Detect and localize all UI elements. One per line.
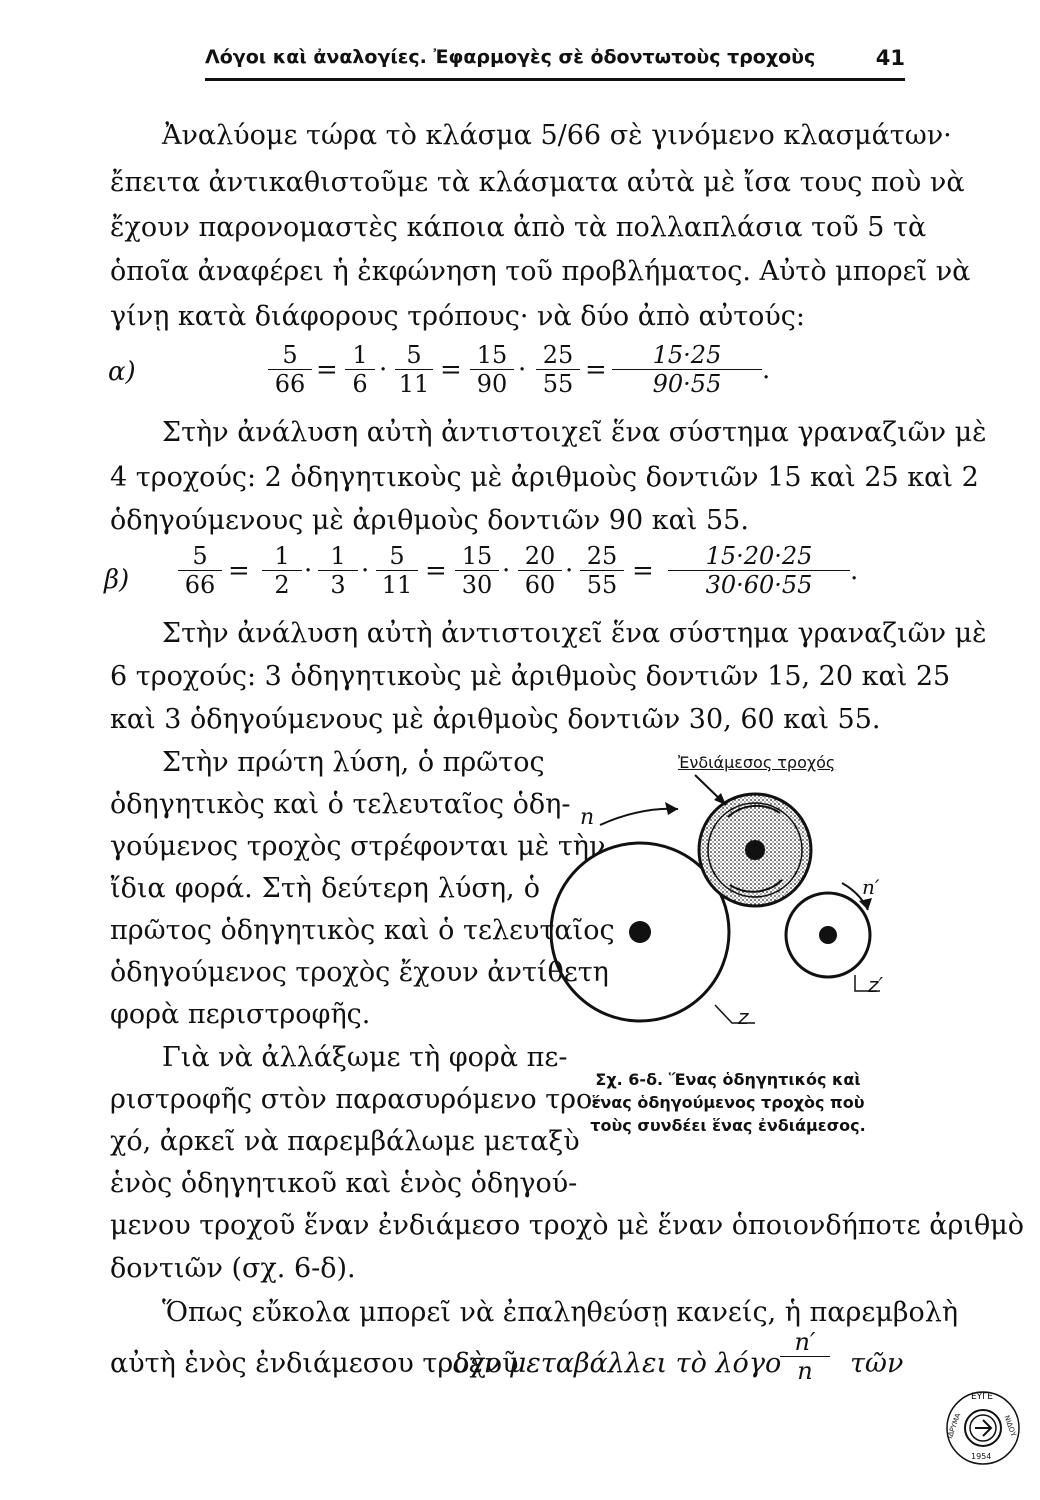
label-z-prime: z′ <box>868 973 884 997</box>
para1-line: ἔχουν παρονομαστὲς κάποια ἀπὸ τὰ πολλαπλάσια τοῦ 5 τὰ <box>110 212 927 243</box>
para4-line: πρῶτος ὁδηγητικὸς καὶ ὁ τελευταῖος <box>110 915 615 946</box>
para1-line: ὁποῖα ἀναφέρει ἡ ἐκφώνηση τοῦ προβλήματος. Αὐτὸ μπορεῖ νὰ <box>110 256 971 287</box>
intermediate-gear-hub <box>745 840 765 860</box>
fraction: $\frac{1}{2}$ <box>262 542 302 599</box>
library-stamp: ΕΥΓΕ ΙΔΡΥΜΑ ΝΙΔΟΥ 1954 <box>945 1390 1021 1466</box>
para4-line: γούμενος τροχὸς στρέφονται μὲ τὴν <box>110 831 606 862</box>
para1-line: γίνῃ κατὰ διάφορους τρόπους· νὰ δύο ἀπὸ αὐτούς: <box>110 301 806 332</box>
fraction: $\frac{15\cdot 20\cdot 25}{30\cdot 60\cdot 55}$ <box>668 542 850 599</box>
para1-line: Ἀναλύομε τώρα τὸ κλάσμα 5/66 σὲ γινόμενο κλασμάτων· <box>162 120 952 151</box>
driven-gear-hub <box>819 926 837 944</box>
fraction: $\frac{5}{11}$ <box>395 341 433 398</box>
para3-line: καὶ 3 ὁδηγούμενους μὲ ἀριθμοὺς δοντιῶν 30, 60 καὶ 55. <box>110 704 881 735</box>
label-intermediate: Ἐνδιάμεσος τροχός <box>678 753 836 772</box>
para2-line: 4 τροχούς: 2 ὁδηγητικοὺς μὲ ἀριθμοὺς δοντιῶν 15 καὶ 25 καὶ 2 <box>110 462 979 493</box>
page-number: 41 <box>875 46 905 70</box>
para4-line: ὁδηγούμενος τροχὸς ἔχουν ἀντίθετη <box>110 957 609 988</box>
fraction: $\frac{5}{11}$ <box>376 542 418 599</box>
page-header <box>205 42 905 81</box>
eq-b-label: β) <box>104 565 130 595</box>
para5-line: μενου τροχοῦ ἕναν ἐνδιάμεσο τροχὸ μὲ ἕναν ὁποιονδήποτε ἀριθμὸ <box>110 1210 1025 1241</box>
driving-gear-hub <box>629 921 651 943</box>
para7-after: τῶν <box>850 1348 904 1379</box>
para7-italic: δὲν μεταβάλλει τὸ λόγο <box>453 1348 782 1379</box>
fraction: $\frac{25}{55}$ <box>580 542 624 599</box>
label-n-prime: n′ <box>862 875 880 899</box>
para4-line: φορὰ περιστροφῆς. <box>110 999 371 1030</box>
fraction: $\frac{1}{3}$ <box>318 542 358 599</box>
fraction: $\frac{15}{30}$ <box>455 542 499 599</box>
para1-line: ἔπειτα ἀντικαθιστοῦμε τὰ κλάσματα αὐτὰ μὲ ἴσα τους ποὺ νὰ <box>110 167 965 198</box>
fraction-n-ratio: $\frac{n'}{n}$ <box>780 1328 830 1385</box>
para2-line: ὁδηγούμενους μὲ ἀριθμοὺς δοντιῶν 90 καὶ 55. <box>110 505 749 536</box>
para4-line: ἴδια φορά. Στὴ δεύτερη λύση, ὁ <box>110 873 540 904</box>
para3-line: Στὴν ἀνάλυση αὐτὴ ἀντιστοιχεῖ ἕνα σύστημα γραναζιῶν μὲ <box>162 618 987 649</box>
label-z: z <box>738 1005 749 1029</box>
fraction: $\frac{15}{90}$ <box>470 341 514 398</box>
para5-line: δοντιῶν (σχ. 6-δ). <box>110 1253 356 1284</box>
para5-line: Γιὰ νὰ ἀλλάξωμε τὴ φορὰ πε- <box>162 1042 568 1073</box>
label-n: n <box>580 805 595 830</box>
caption-line: ἕνας ὁδηγούμενος τροχὸς ποὺ <box>591 1093 865 1112</box>
fraction: $\frac{5}{66}$ <box>178 542 222 599</box>
gear-figure <box>550 755 910 1055</box>
caption-line: Σχ. 6-δ. Ἕνας ὁδηγητικός καὶ <box>595 1070 861 1089</box>
para5-line: ἑνὸς ὁδηγητικοῦ καὶ ἑνὸς ὁδηγού- <box>110 1168 578 1199</box>
para4-line: ὁδηγητικὸς καὶ ὁ τελευταῖος ὁδη- <box>110 789 571 820</box>
para7-before: αὐτὴ ἑνὸς ἐνδιάμεσου τροχοῦ <box>110 1348 519 1379</box>
para5-line: χό, ἀρκεῖ νὰ παρεμβάλωμε μεταξὺ <box>110 1126 580 1157</box>
header-title: Λόγοι καὶ ἀναλογίες. Ἐφαρμογὲς σὲ ὀδοντωτοὺς τροχοὺς <box>205 46 816 68</box>
fraction: $\frac{20}{60}$ <box>518 542 562 599</box>
fraction: $\frac{25}{55}$ <box>536 341 580 398</box>
fraction: $\frac{1}{6}$ <box>345 341 375 398</box>
figure-caption <box>552 1068 904 1137</box>
fraction: $\frac{15\cdot 25}{90\cdot 55}$ <box>612 341 762 398</box>
para5-line: ριστροφῆς στὸν παρασυρόμενο τρο- <box>110 1084 602 1115</box>
gear-diagram <box>550 755 910 1055</box>
caption-line: τοὺς συνδέει ἕνας ἐνδιάμεσος. <box>590 1116 866 1135</box>
para4-line: Στὴν πρώτη λύση, ὁ πρῶτος <box>162 747 545 778</box>
eq-a-label: α) <box>108 357 136 387</box>
para6-line: Ὅπως εὔκολα μπορεῖ νὰ ἐπαληθεύσῃ κανείς, ἡ παρεμβολὴ <box>162 1297 959 1328</box>
para3-line: 6 τροχούς: 3 ὁδηγητικοὺς μὲ ἀριθμοὺς δοντιῶν 15, 20 καὶ 25 <box>110 661 951 692</box>
fraction: $\frac{5}{66}$ <box>268 341 312 398</box>
para2-line: Στὴν ἀνάλυση αὐτὴ ἀντιστοιχεῖ ἕνα σύστημα γραναζιῶν μὲ <box>162 417 987 448</box>
